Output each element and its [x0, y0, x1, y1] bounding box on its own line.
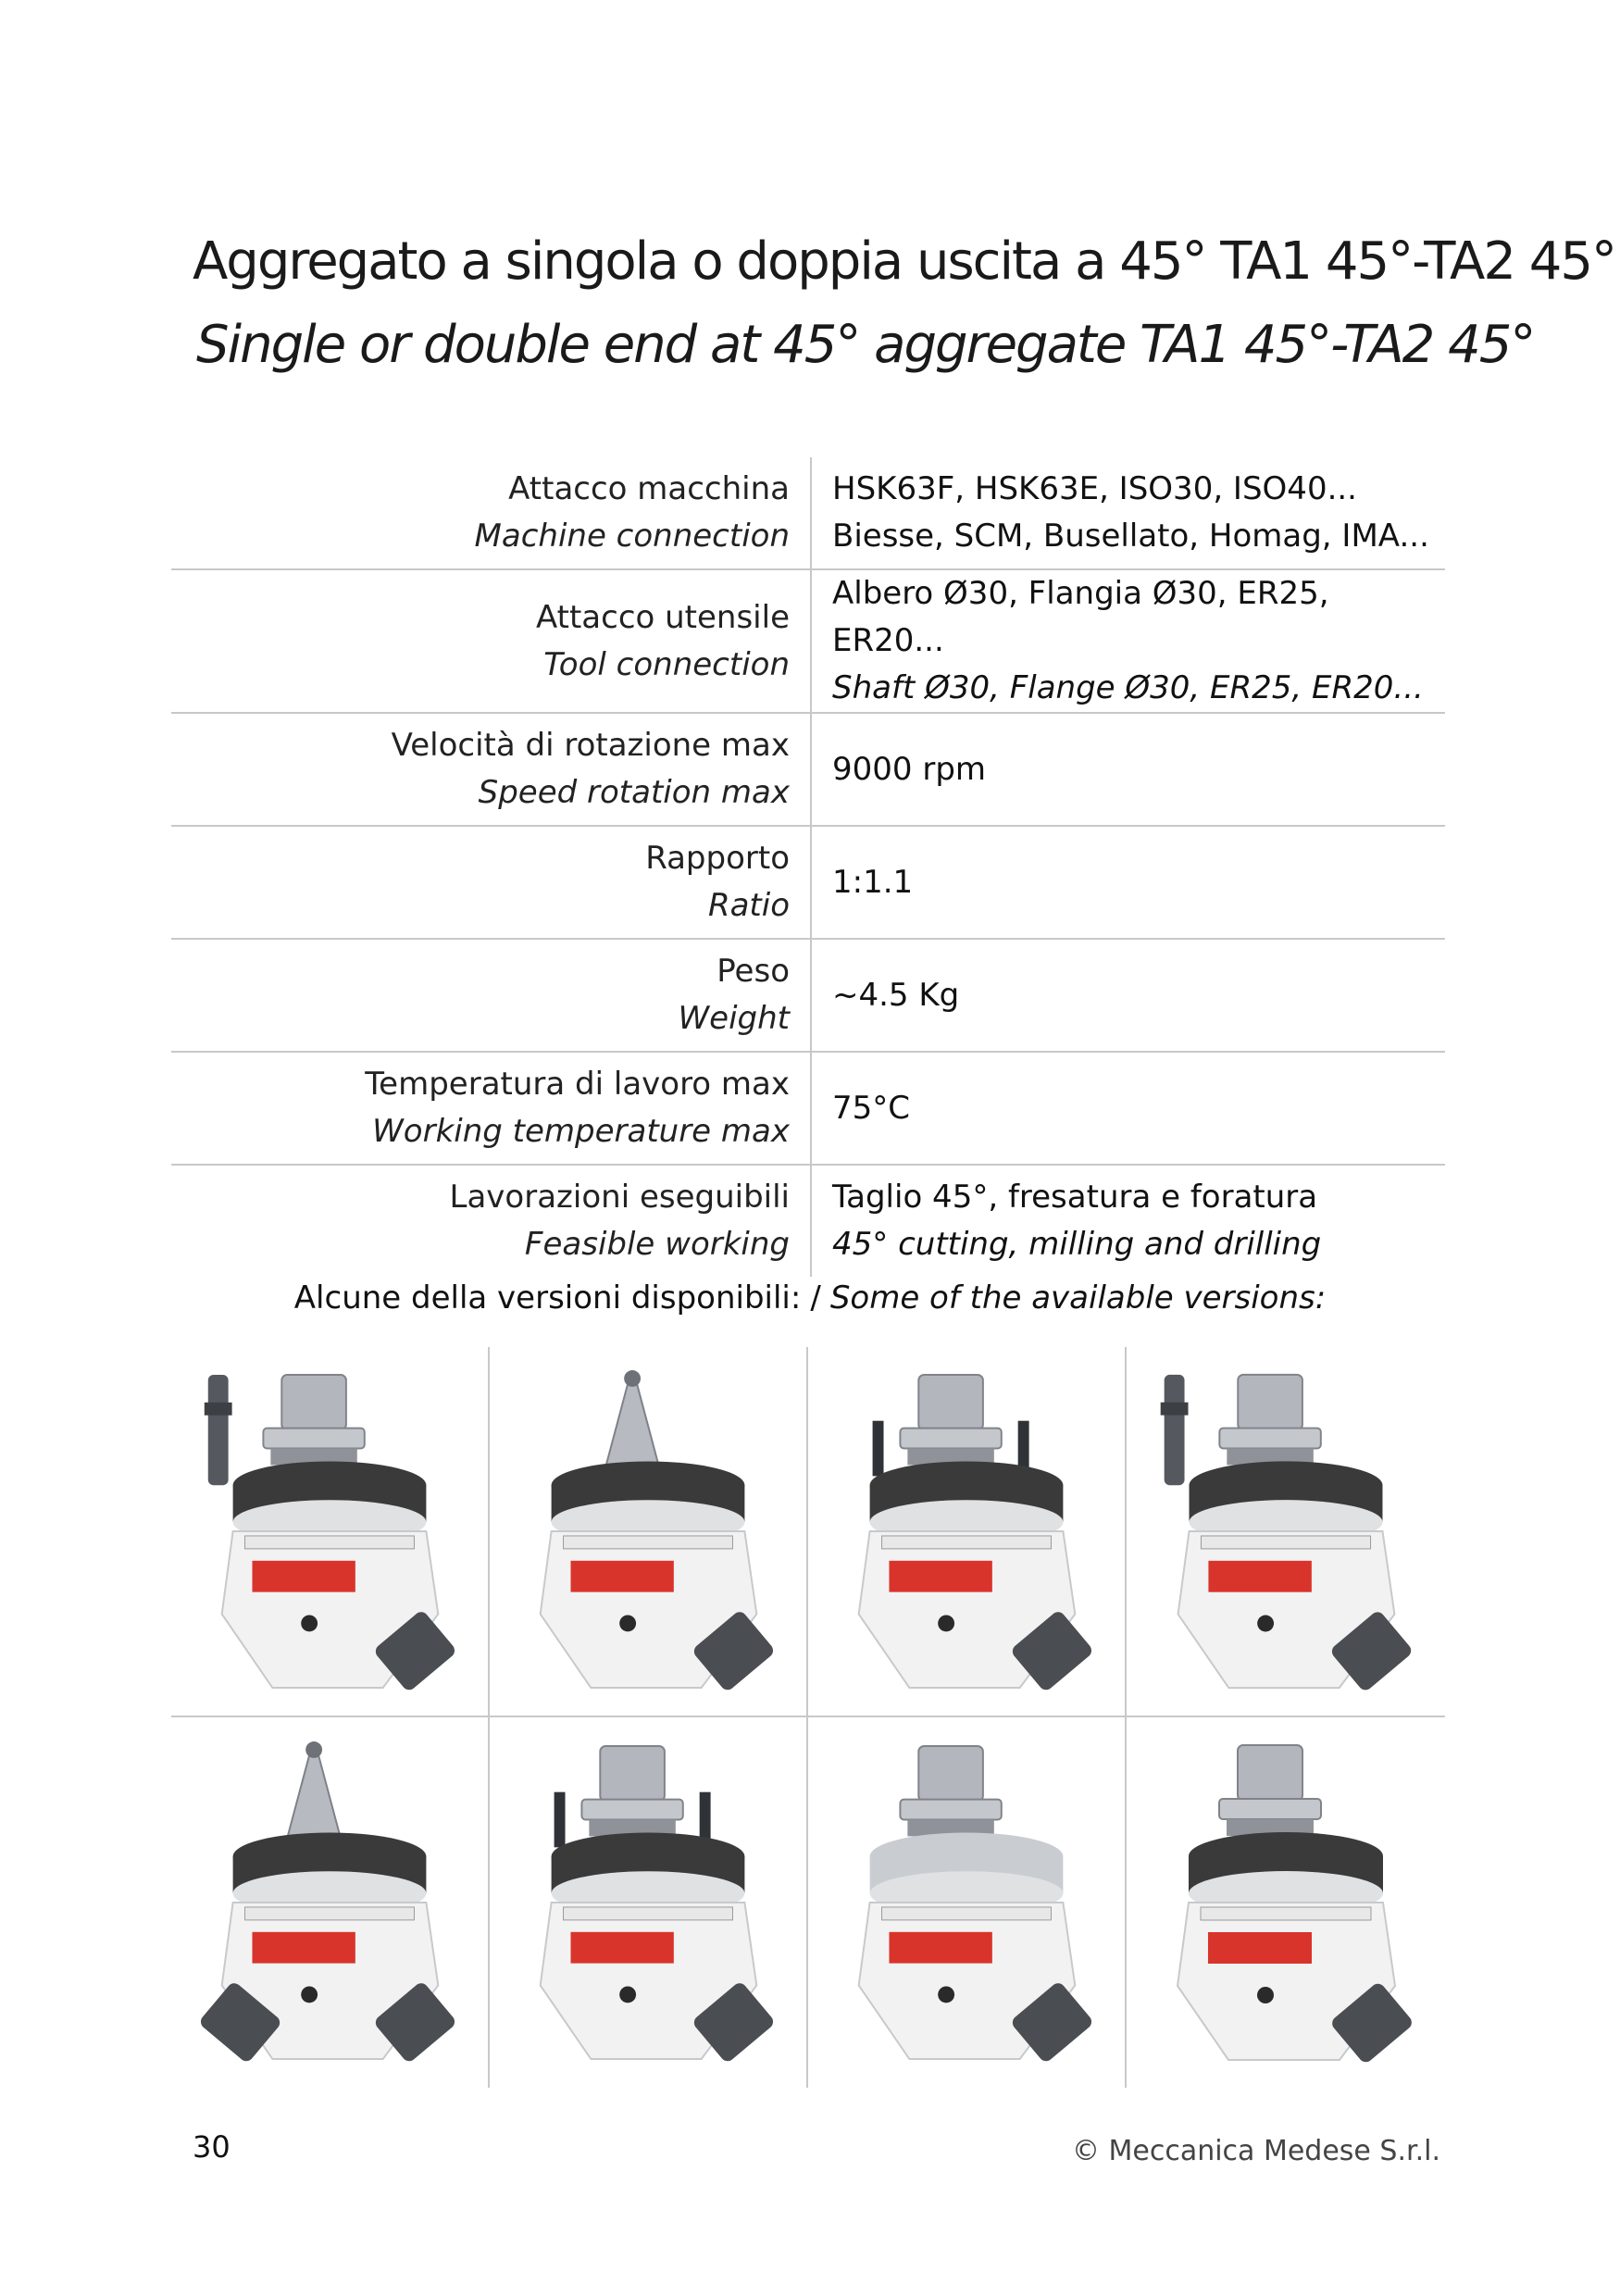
product-photo	[171, 1717, 490, 2088]
product-photo	[490, 1717, 808, 2088]
spec-value	[811, 457, 1445, 569]
spec-value-primary: 1:1.1	[832, 863, 914, 901]
spec-label	[171, 457, 811, 569]
spec-value-primary: Taglio 45°, fresatura e foratura	[832, 1179, 1318, 1216]
product-gallery	[171, 1347, 1445, 2088]
spec-value-secondary: Biesse, SCM, Busellato, Homag, IMA...	[832, 518, 1429, 555]
spec-row	[171, 826, 1445, 939]
aggregate-illustration	[808, 1717, 1125, 2088]
spec-label-english: Tool connection	[543, 645, 790, 683]
spec-label-italian: Temperatura di lavoro max	[365, 1066, 790, 1103]
product-photo	[808, 1717, 1127, 2088]
spec-row	[171, 457, 1445, 569]
spec-label	[171, 1165, 811, 1277]
spec-value	[811, 569, 1445, 713]
spec-row	[171, 713, 1445, 826]
spec-value-primary: Albero Ø30, Flangia Ø30, ER25, ER20...	[832, 575, 1329, 659]
spec-label-english: Ratio	[707, 887, 790, 924]
spec-value	[811, 826, 1445, 939]
aggregate-illustration	[808, 1347, 1125, 1716]
spec-label-italian: Peso	[717, 953, 790, 990]
spec-label-english: Working temperature max	[372, 1113, 790, 1150]
spec-value	[811, 939, 1445, 1052]
spec-value-primary: ~4.5 Kg	[832, 976, 960, 1014]
spec-label	[171, 569, 811, 713]
spec-label-italian: Velocità di rotazione max	[391, 727, 790, 764]
spec-value-primary: 75°C	[832, 1089, 911, 1127]
page-title-italian: Aggregato a singola o doppia uscita a 45° TA1 45°-TA2 45°	[193, 231, 1616, 292]
specs-table	[171, 457, 1445, 1277]
spec-row	[171, 1052, 1445, 1165]
aggregate-illustration	[1127, 1347, 1445, 1716]
copyright-notice: © Meccanica Medese S.r.l.	[1071, 2135, 1440, 2167]
aggregate-illustration	[171, 1347, 488, 1716]
spec-label-english: Feasible working	[524, 1226, 790, 1263]
aggregate-illustration	[490, 1347, 806, 1716]
spec-label-english: Weight	[678, 1000, 790, 1037]
spec-label	[171, 826, 811, 939]
spec-label-italian: Rapporto	[645, 840, 790, 877]
versions-caption-italian: Alcune della versioni disponibili:	[293, 1279, 802, 1316]
versions-caption-english: Some of the available versions:	[829, 1279, 1327, 1316]
aggregate-illustration	[1127, 1717, 1445, 2088]
product-photo	[1127, 1717, 1445, 2088]
page-title-english: Single or double end at 45° aggregate TA1 45°-TA2 45°	[196, 315, 1535, 375]
product-photo	[490, 1347, 808, 1717]
product-photo	[1127, 1347, 1445, 1717]
spec-label	[171, 713, 811, 826]
spec-label-italian: Lavorazioni eseguibili	[449, 1179, 790, 1216]
spec-value-primary: 9000 rpm	[832, 750, 987, 788]
versions-separator: /	[810, 1279, 821, 1316]
spec-label	[171, 1052, 811, 1165]
spec-label	[171, 939, 811, 1052]
spec-label-italian: Attacco utensile	[535, 598, 790, 636]
versions-caption	[0, 1279, 1620, 1316]
spec-row	[171, 569, 1445, 713]
aggregate-illustration	[171, 1717, 488, 2088]
spec-value-secondary: 45° cutting, milling and drilling	[832, 1226, 1322, 1263]
spec-value	[811, 1165, 1445, 1277]
spec-value-secondary: Shaft Ø30, Flange Ø30, ER25, ER20...	[832, 669, 1424, 706]
spec-label-italian: Attacco macchina	[508, 470, 790, 507]
aggregate-illustration	[490, 1717, 806, 2088]
product-photo	[171, 1347, 490, 1717]
spec-value-primary: HSK63F, HSK63E, ISO30, ISO40...	[832, 470, 1357, 507]
spec-value	[811, 1052, 1445, 1165]
spec-label-english: Speed rotation max	[478, 774, 790, 811]
spec-label-english: Machine connection	[474, 518, 790, 555]
spec-row	[171, 939, 1445, 1052]
spec-row	[171, 1165, 1445, 1277]
spec-value	[811, 713, 1445, 826]
product-photo	[808, 1347, 1127, 1717]
page-number: 30	[193, 2129, 231, 2165]
